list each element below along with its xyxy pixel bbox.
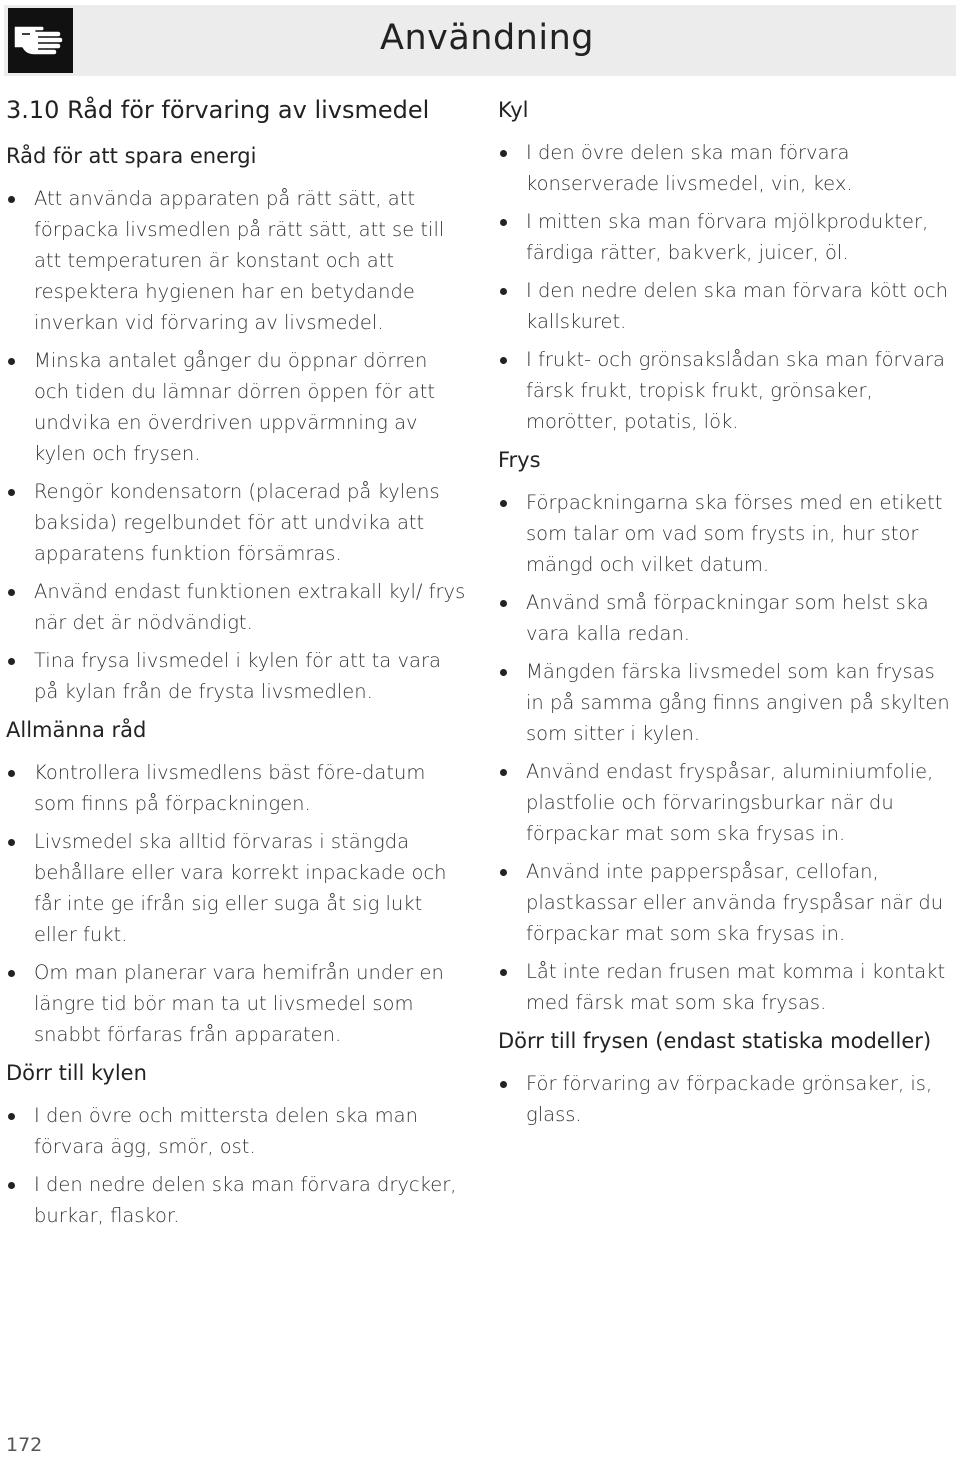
page-number: 172: [6, 1434, 43, 1456]
left-groups: [6, 141, 468, 1231]
heading-allmanna-rad: Allmänna råd: [6, 718, 147, 742]
bullet-list-rad-for-att-spara-energi: [6, 183, 468, 707]
list-item: Använd inte papperspåsar, cellofan, plastkassar eller använda fryspåsar när du förpackar mat som ska frysas in.: [498, 856, 956, 949]
list-item: Att använda apparaten på rätt sätt, att förpacka livsmedlen på rätt sätt, att se till att temperaturen är konstant och att respektera hygienen har en betydande inverkan vid förvaring av livsmedel.: [6, 183, 468, 338]
list-item: Tina frysa livsmedel i kylen för att ta vara på kylan från de frysta livsmedlen.: [6, 645, 468, 707]
pointing-hand-icon: [8, 8, 73, 73]
list-item: Minska antalet gånger du öppnar dörren och tiden du lämnar dörren öppen för att undvika en överdriven uppvärmning av kylen och frysen.: [6, 345, 468, 469]
list-item: Om man planerar vara hemifrån under en längre tid bör man ta ut livsmedel som snabbt förfaras från apparaten.: [6, 957, 468, 1050]
list-item: Använd endast fryspåsar, aluminiumfolie, plastfolie och förvaringsburkar när du förpackar mat som ska frysas in.: [498, 756, 956, 849]
list-item: Använd små förpackningar som helst ska vara kalla redan.: [498, 587, 956, 649]
list-item: Mängden färska livsmedel som kan frysas in på samma gång finns angiven på skylten som sitter i kylen.: [498, 656, 956, 749]
heading-frys: Frys: [498, 448, 541, 472]
list-item: Rengör kondensatorn (placerad på kylens baksida) regelbundet för att undvika att apparatens funktion försämras.: [6, 476, 468, 569]
header-title: Användning: [380, 18, 594, 58]
list-item: I den nedre delen ska man förvara kött och kallskuret.: [498, 275, 956, 337]
bullet-list-dorr-till-frysen-endast-statiska-modeller: [498, 1068, 956, 1130]
list-item: I den övre delen ska man förvara konserverade livsmedel, vin, kex.: [498, 137, 956, 199]
list-item: I den nedre delen ska man förvara drycker, burkar, flaskor.: [6, 1169, 468, 1231]
heading-dorr-till-kylen: Dörr till kylen: [6, 1061, 147, 1085]
right-groups: [498, 95, 956, 1130]
bullet-list-kyl: [498, 137, 956, 437]
list-item: Kontrollera livsmedlens bäst före-datum som finns på förpackningen.: [6, 757, 468, 819]
bullet-list-allmanna-rad: [6, 757, 468, 1050]
bullet-list-dorr-till-kylen: [6, 1100, 468, 1231]
heading-dorr-till-frysen-endast-statiska-modeller: Dörr till frysen (endast statiska modeller): [498, 1029, 932, 1053]
heading-rad-for-att-spara-energi: Råd för att spara energi: [6, 144, 257, 168]
list-item: Förpackningarna ska förses med en etikett som talar om vad som frysts in, hur stor mängd och vilket datum.: [498, 487, 956, 580]
list-item: I frukt- och grönsakslådan ska man förvara färsk frukt, tropisk frukt, grönsaker, morötter, potatis, lök.: [498, 344, 956, 437]
list-item: I den övre och mittersta delen ska man förvara ägg, smör, ost.: [6, 1100, 468, 1162]
right-column: [498, 93, 956, 1138]
list-item: Använd endast funktionen extrakall kyl/ frys när det är nödvändigt.: [6, 576, 468, 638]
list-item: Låt inte redan frusen mat komma i kontakt med färsk mat som ska frysas.: [498, 956, 956, 1018]
heading-kyl: Kyl: [498, 98, 529, 122]
list-item: För förvaring av förpackade grönsaker, is, glass.: [498, 1068, 956, 1130]
list-item: Livsmedel ska alltid förvaras i stängda behållare eller vara korrekt inpackade och får inte ge ifrån sig eller suga åt sig lukt eller fukt.: [6, 826, 468, 950]
bullet-list-frys: [498, 487, 956, 1018]
left-column: [6, 93, 468, 1239]
list-item: I mitten ska man förvara mjölkprodukter, färdiga rätter, bakverk, juicer, öl.: [498, 206, 956, 268]
section-title: 3.10 Råd för förvaring av livsmedel: [6, 96, 430, 124]
